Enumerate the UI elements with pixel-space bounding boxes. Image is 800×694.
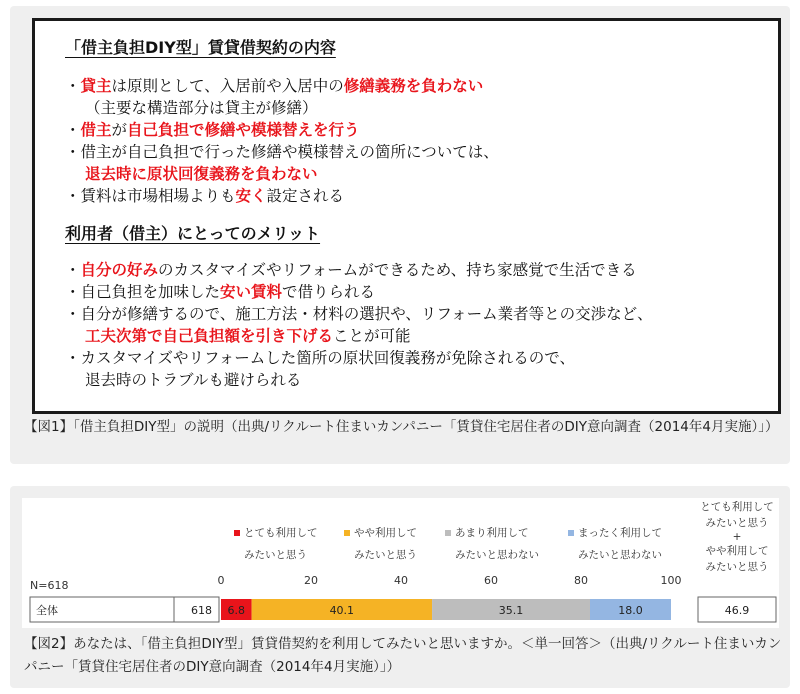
highlight-text: 修繕義務を負わない [343,77,484,95]
highlight-text: 貸主 [80,77,112,95]
merit-line [65,369,778,391]
merit-line [65,281,778,303]
highlight-text: 借主 [80,121,112,139]
highlight-text: 自己負担で修繕や模様替えを行う [127,121,360,139]
contract-content-line [65,119,778,141]
body-text: 退去時のトラブルも避けられる [85,371,302,389]
body-text: のカスタマイズやリフォームができるため、持ち家感覚で生活できる [158,261,637,279]
body-text: ・カスタマイズやリフォームした箇所の原状回復義務が免除されるので、 [65,349,575,367]
body-text: ・ [65,77,81,95]
survey-chart [22,498,779,628]
contract-content-heading: 「借主負担DIY型」賃貸借契約の内容 [65,38,336,57]
diy-explanation-slide [32,18,781,414]
merit-heading: 利用者（借主）にとってのメリット [65,224,321,243]
bar-value-label: 35.1 [498,604,524,617]
highlight-text: 工夫次第で自己負担額を引き下げる [85,327,334,345]
contract-content-line [65,75,778,97]
body-text: 設定される [266,187,345,205]
bar-value-label: 18.0 [618,604,643,617]
contract-content-line [65,185,778,207]
legend-swatch [445,530,451,536]
figure1-card [10,6,790,464]
legend-swatch [234,530,240,536]
merit-line [65,259,778,281]
body-text: ・ [65,121,81,139]
bar-value-label: 40.1 [329,604,355,617]
figure2-card [10,486,790,688]
merit-line [65,303,778,325]
x-tick-label: 40 [394,574,408,587]
body-text: ・自分が修繕するので、施工方法・材料の選択や、リフォーム業者等との交渉など、 [65,305,653,323]
n-value-label: 618 [191,604,212,617]
merit-line [65,347,778,369]
figure1-caption: 【図1】「借主負担DIY型」の説明（出典/リクルート住まいカンパニー「賃貸住宅居住者のDIY意向調査（2014年4月実施）」） [24,419,779,435]
legend-label: あまり利用して [455,527,529,539]
contract-content-list [65,75,778,207]
body-text: ・自己負担を加味した [65,283,221,301]
body-text: ・ [65,261,81,279]
body-text: ・賃料は市場相場よりも [65,187,236,205]
highlight-text: 退去時に原状回復義務を負わない [85,165,318,183]
bar-value-label: 6.8 [227,604,246,617]
category-label: 全体 [36,604,58,617]
legend-label: みたいと思わない [578,549,662,561]
body-text: は原則として、入居前や入居中の [111,77,344,95]
x-tick-label: 0 [217,574,225,587]
contract-content-line [65,163,778,185]
highlight-text: 自分の好み [80,261,159,279]
legend-label: まったく利用して [578,527,662,539]
body-text: で借りられる [282,283,376,301]
legend-swatch [568,530,574,536]
stacked-bar-chart-svg [22,498,779,628]
body-text: ・借主が自己負担で行った修繕や模様替えの箇所については、 [65,143,499,161]
summary-header-label: みたいと思う [705,561,769,573]
contract-content-line [65,141,778,163]
legend-label: やや利用して [354,527,417,539]
figure2-caption: 【図2】あなたは、「借主負担DIY型」賃貸借契約を利用してみたいと思いますか。＜単一回答＞（出典/リクルート住まいカンパニー「賃貸住宅居住者のDIY意向調査（2014年4月実施）」） [24,636,782,675]
highlight-text: 安い賃料 [220,283,283,301]
body-text: ことが可能 [333,327,411,345]
contract-content-line [65,97,778,119]
summary-header-label: やや利用して [705,545,769,557]
x-tick-label: 20 [304,574,318,587]
legend-swatch [344,530,350,536]
x-tick-label: 80 [574,574,588,587]
legend-label: みたいと思わない [455,549,539,561]
x-tick-label: 100 [660,574,682,587]
merit-line [65,325,778,347]
n-label: N=618 [30,579,69,592]
summary-header-label: とても利用して [700,501,774,513]
body-text: （主要な構造部分は貸主が修繕） [85,99,318,117]
summary-value-label: 46.9 [724,604,750,617]
summary-header-label: みたいと思う [705,517,769,529]
merit-list [65,259,778,391]
legend-label: とても利用して [244,527,318,539]
highlight-text: 安く [235,187,267,205]
summary-header-label: + [732,531,742,543]
legend-label: みたいと思う [354,549,417,561]
x-tick-label: 60 [484,574,498,587]
legend-label: みたいと思う [244,549,307,561]
body-text: が [111,121,128,139]
